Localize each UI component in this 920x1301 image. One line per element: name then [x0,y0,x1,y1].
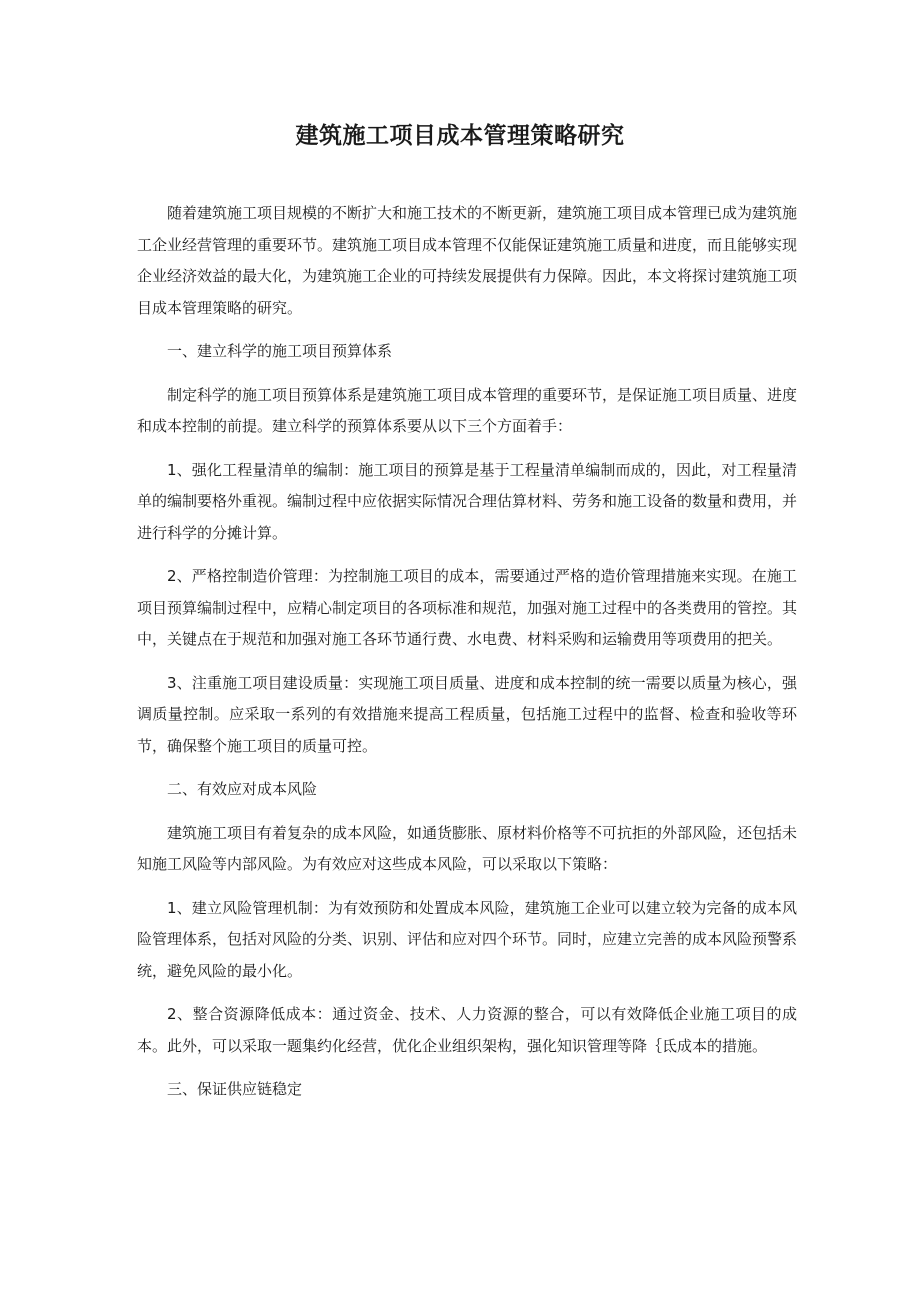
section-2-item-2: 2、整合资源降低成本：通过资金、技术、人力资源的整合，可以有效降低企业施工项目的成本。此外，可以采取一题集约化经营，优化企业组织架构，强化知识管理等降｛氐成本的措施。 [137,1005,797,1055]
section-1-item-1: 1、强化工程量清单的编制：施工项目的预算是基于工程量清单编制而成的，因此，对工程量清单的编制要格外重视。编制过程中应依据实际情况合理估算材料、劳务和施工设备的数量和费用，并进行科学的分摊计算。 [137,460,798,542]
document-title: 建筑施工项目成本管理策略研究 [295,123,625,149]
section-heading-3: 三、保证供应链稳定 [167,1080,303,1098]
intro-paragraph: 随着建筑施工项目规模的不断扩大和施工技术的不断更新，建筑施工项目成本管理已成为建筑施工企业经营管理的重要环节。建筑施工项目成本管理不仅能保证建筑施工质量和进度，而且能够实现企业经济效益的最大化，为建筑施工企业的可持续发展提供有力保障。因此，本文将探讨建筑施工项目成本管理策略的研究。 [137,204,798,317]
section-2-item-1: 1、建立风险管理机制：为有效预防和处置成本风险，建筑施工企业可以建立较为完备的成本风险管理体系，包括对风险的分类、识别、评估和应对四个环节。同时，应建立完善的成本风险预警系统，避免风险的最小化。 [137,898,798,980]
section-heading-2: 二、有效应对成本风险 [167,780,318,798]
section-1-item-3: 3、注重施工项目建设质量：实现施工项目质量、进度和成本控制的统一需要以质量为核心，强调质量控制。应采取一系列的有效措施来提高工程质量，包括施工过程中的监督、检查和验收等环节，确保整个施工项目的质量可控。 [137,673,797,755]
section-2-intro: 建筑施工项目有着复杂的成本风险，如通货膨胀、原材料价格等不可抗拒的外部风险，还包括未知施工风险等内部风险。为有效应对这些成本风险，可以采取以下策略： [137,823,798,873]
section-1-item-2: 2、严格控制造价管理：为控制施工项目的成本，需要通过严格的造价管理措施来实现。在施工项目预算编制过程中，应精心制定项目的各项标准和规范，加强对施工过程中的各类费用的管控。其中，关键点在于规范和加强对施工各环节通行费、水电费、材料采购和运输费用等项费用的把关。 [137,567,798,648]
section-1-intro: 制定科学的施工项目预算体系是建筑施工项目成本管理的重要环节，是保证施工项目质量、进度和成本控制的前提。建立科学的预算体系要从以下三个方面着手： [137,385,798,435]
section-heading-1: 一、建立科学的施工项目预算体系 [167,342,393,360]
document-body [137,198,797,1118]
